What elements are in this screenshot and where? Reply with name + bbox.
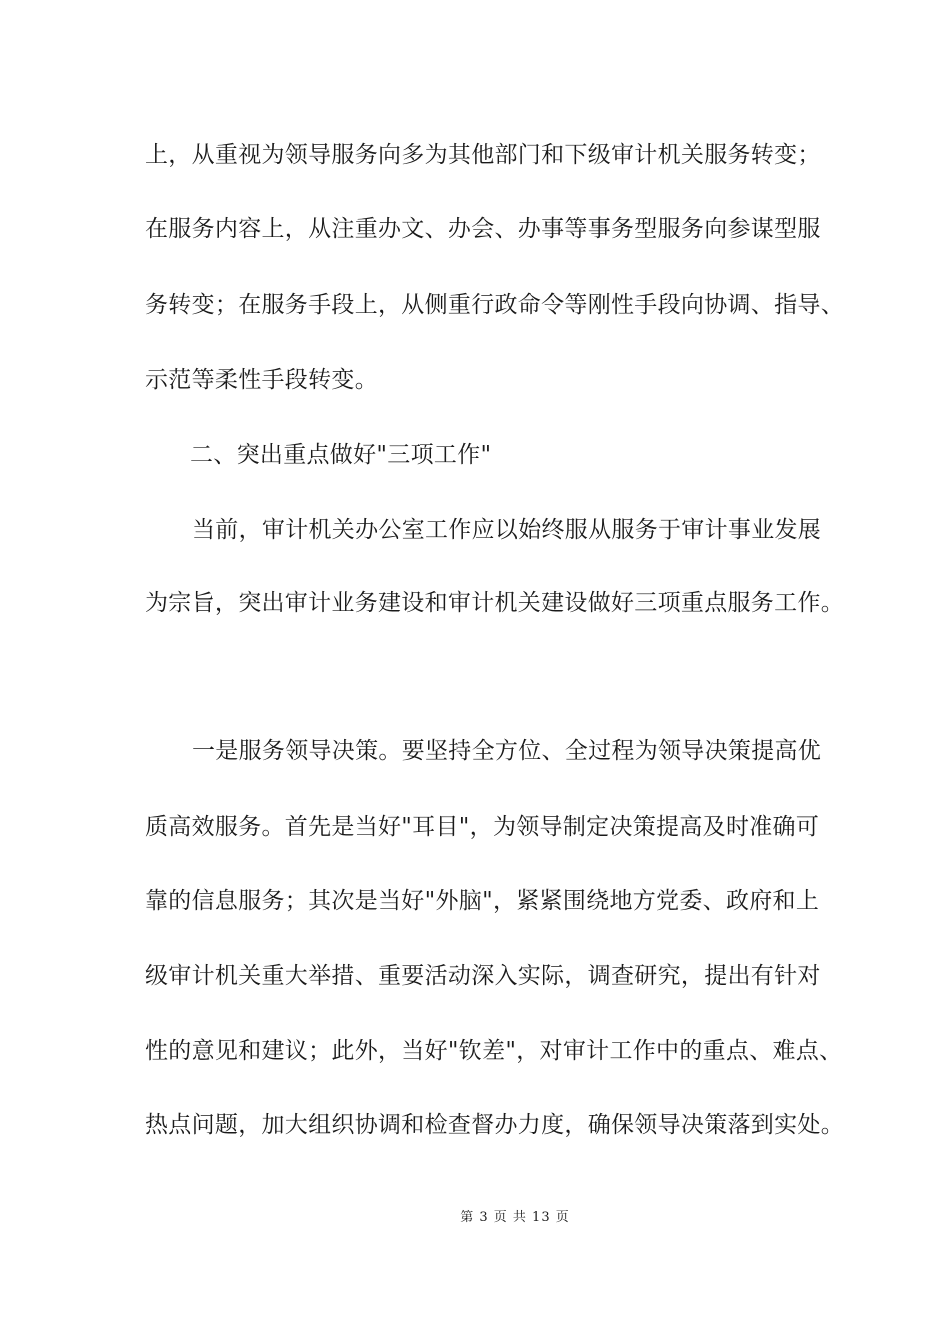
page-footer: 第 3 页 共 13 页 <box>460 1210 570 1225</box>
paragraph-line: 在服务内容上，从注重办文、办会、办事等事务型服务向参谋型服 <box>145 216 821 242</box>
paragraph-line: 上，从重视为领导服务向多为其他部门和下级审计机关服务转变； <box>145 142 821 168</box>
paragraph-line: 热点问题，加大组织协调和检查督办力度，确保领导决策落到实处。 <box>145 1112 844 1138</box>
paragraph-line: 当前，审计机关办公室工作应以始终服从服务于审计事业发展 <box>192 517 822 543</box>
paragraph-line: 务转变；在服务手段上，从侧重行政命令等刚性手段向协调、指导、 <box>145 292 844 318</box>
paragraph-line: 质高效服务。首先是当好"耳目"，为领导制定决策提高及时准确可 <box>145 814 820 840</box>
paragraph-line: 为宗旨，突出审计业务建设和审计机关建设做好三项重点服务工作。 <box>145 590 844 616</box>
paragraph-line: 靠的信息服务；其次是当好"外脑"，紧紧围绕地方党委、政府和上 <box>145 888 820 914</box>
paragraph-line: 一是服务领导决策。要坚持全方位、全过程为领导决策提高优 <box>192 738 822 764</box>
paragraph-line: 示范等柔性手段转变。 <box>145 367 378 393</box>
paragraph-line: 级审计机关重大举措、重要活动深入实际，调查研究，提出有针对 <box>145 963 821 989</box>
section-heading: 二、突出重点做好"三项工作" <box>190 442 492 468</box>
paragraph-line: 性的意见和建议；此外，当好"钦差"，对审计工作中的重点、难点、 <box>145 1038 843 1064</box>
